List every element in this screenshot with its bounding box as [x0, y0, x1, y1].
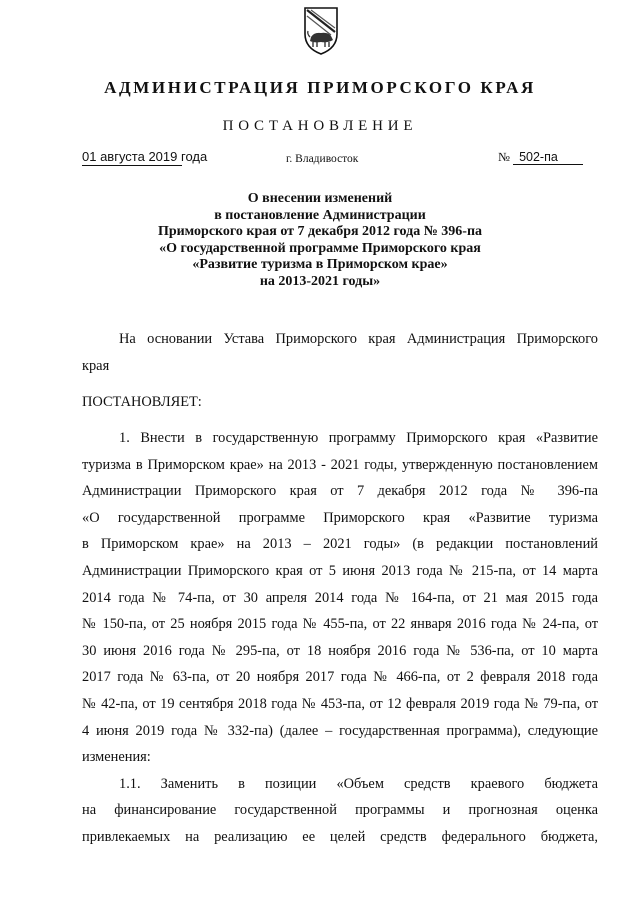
text-line: 2014 года № 74-па, от 30 апреля 2014 года № 164-па, от 21 мая 2015 года: [82, 589, 598, 606]
organization-title: АДМИНИСТРАЦИЯ ПРИМОРСКОГО КРАЯ: [104, 78, 536, 97]
text-line: 1.1. Заменить в позиции «Объем средств краевого бюджета: [119, 775, 598, 792]
basis-paragraph: [82, 326, 598, 379]
text-line: Администрации Приморского края от 5 июня 2013 года № 215-па, от 14 марта: [82, 562, 598, 579]
document-city: г. Владивосток: [286, 153, 359, 165]
subject-line: «Развитие туризма в Приморском крае»: [192, 257, 448, 272]
subject-line: Приморского края от 7 декабря 2012 года № 396-па: [157, 224, 483, 239]
subject-line: О внесении изменений: [247, 191, 393, 206]
text-line: № 42-па, от 19 сентября 2018 года № 453-па, от 12 февраля 2019 года № 79-па, от: [82, 695, 598, 712]
subject-line: «О государственной программе Приморского края: [159, 240, 481, 256]
coat-of-arms-emblem: [302, 6, 340, 56]
text-line: «О государственной программе Приморского края «Развитие туризма: [82, 509, 598, 526]
subject-line: в постановление Администрации: [214, 207, 426, 223]
number-value: 502-па: [513, 150, 583, 165]
text-line: края: [82, 357, 110, 374]
resolves-heading: ПОСТАНОВЛЯЕТ:: [82, 394, 202, 410]
text-line: 1. Внести в государственную программу Приморского края «Развитие: [119, 430, 598, 446]
text-line: на финансирование государственной программы и прогнозная оценка: [82, 802, 598, 819]
text-line: № 150-па, от 25 ноября 2015 года № 455-па, от 22 января 2016 года № 24-па, от: [82, 616, 598, 633]
text-line: 30 июня 2016 года № 295-па, от 18 ноября 2016 года № 536-па, от 10 марта: [82, 642, 598, 659]
document-subject: [120, 191, 520, 290]
text-line: в Приморском крае» на 2013 – 2021 годы» (в редакции постановлений: [82, 536, 598, 553]
subject-line: на 2013-2021 годы»: [259, 273, 381, 289]
text-line: привлекаемых на реализацию ее целей средств федерального бюджета,: [82, 828, 598, 845]
text-line: изменения:: [82, 749, 151, 766]
text-line: На основании Устава Приморского края Администрация Приморского: [119, 331, 598, 347]
text-line: Администрации Приморского края от 7 декабря 2012 года № 396-па: [82, 483, 598, 500]
number-label: №: [498, 150, 510, 164]
text-line: туризма в Приморском крае» на 2013 - 2021 годы, утвержденную постановлением: [82, 456, 598, 473]
text-line: 4 июня 2019 года № 332-па) (далее – государственная программа), следующие: [82, 722, 598, 739]
main-paragraphs: [82, 425, 598, 851]
document-number: [498, 150, 583, 165]
document-date: 01 августа 2019 года: [82, 149, 208, 164]
document-type: ПОСТАНОВЛЕНИЕ: [222, 118, 418, 134]
text-line: 2017 года № 63-па, от 20 ноября 2017 года № 466-па, от 2 февраля 2018 года: [82, 669, 598, 686]
